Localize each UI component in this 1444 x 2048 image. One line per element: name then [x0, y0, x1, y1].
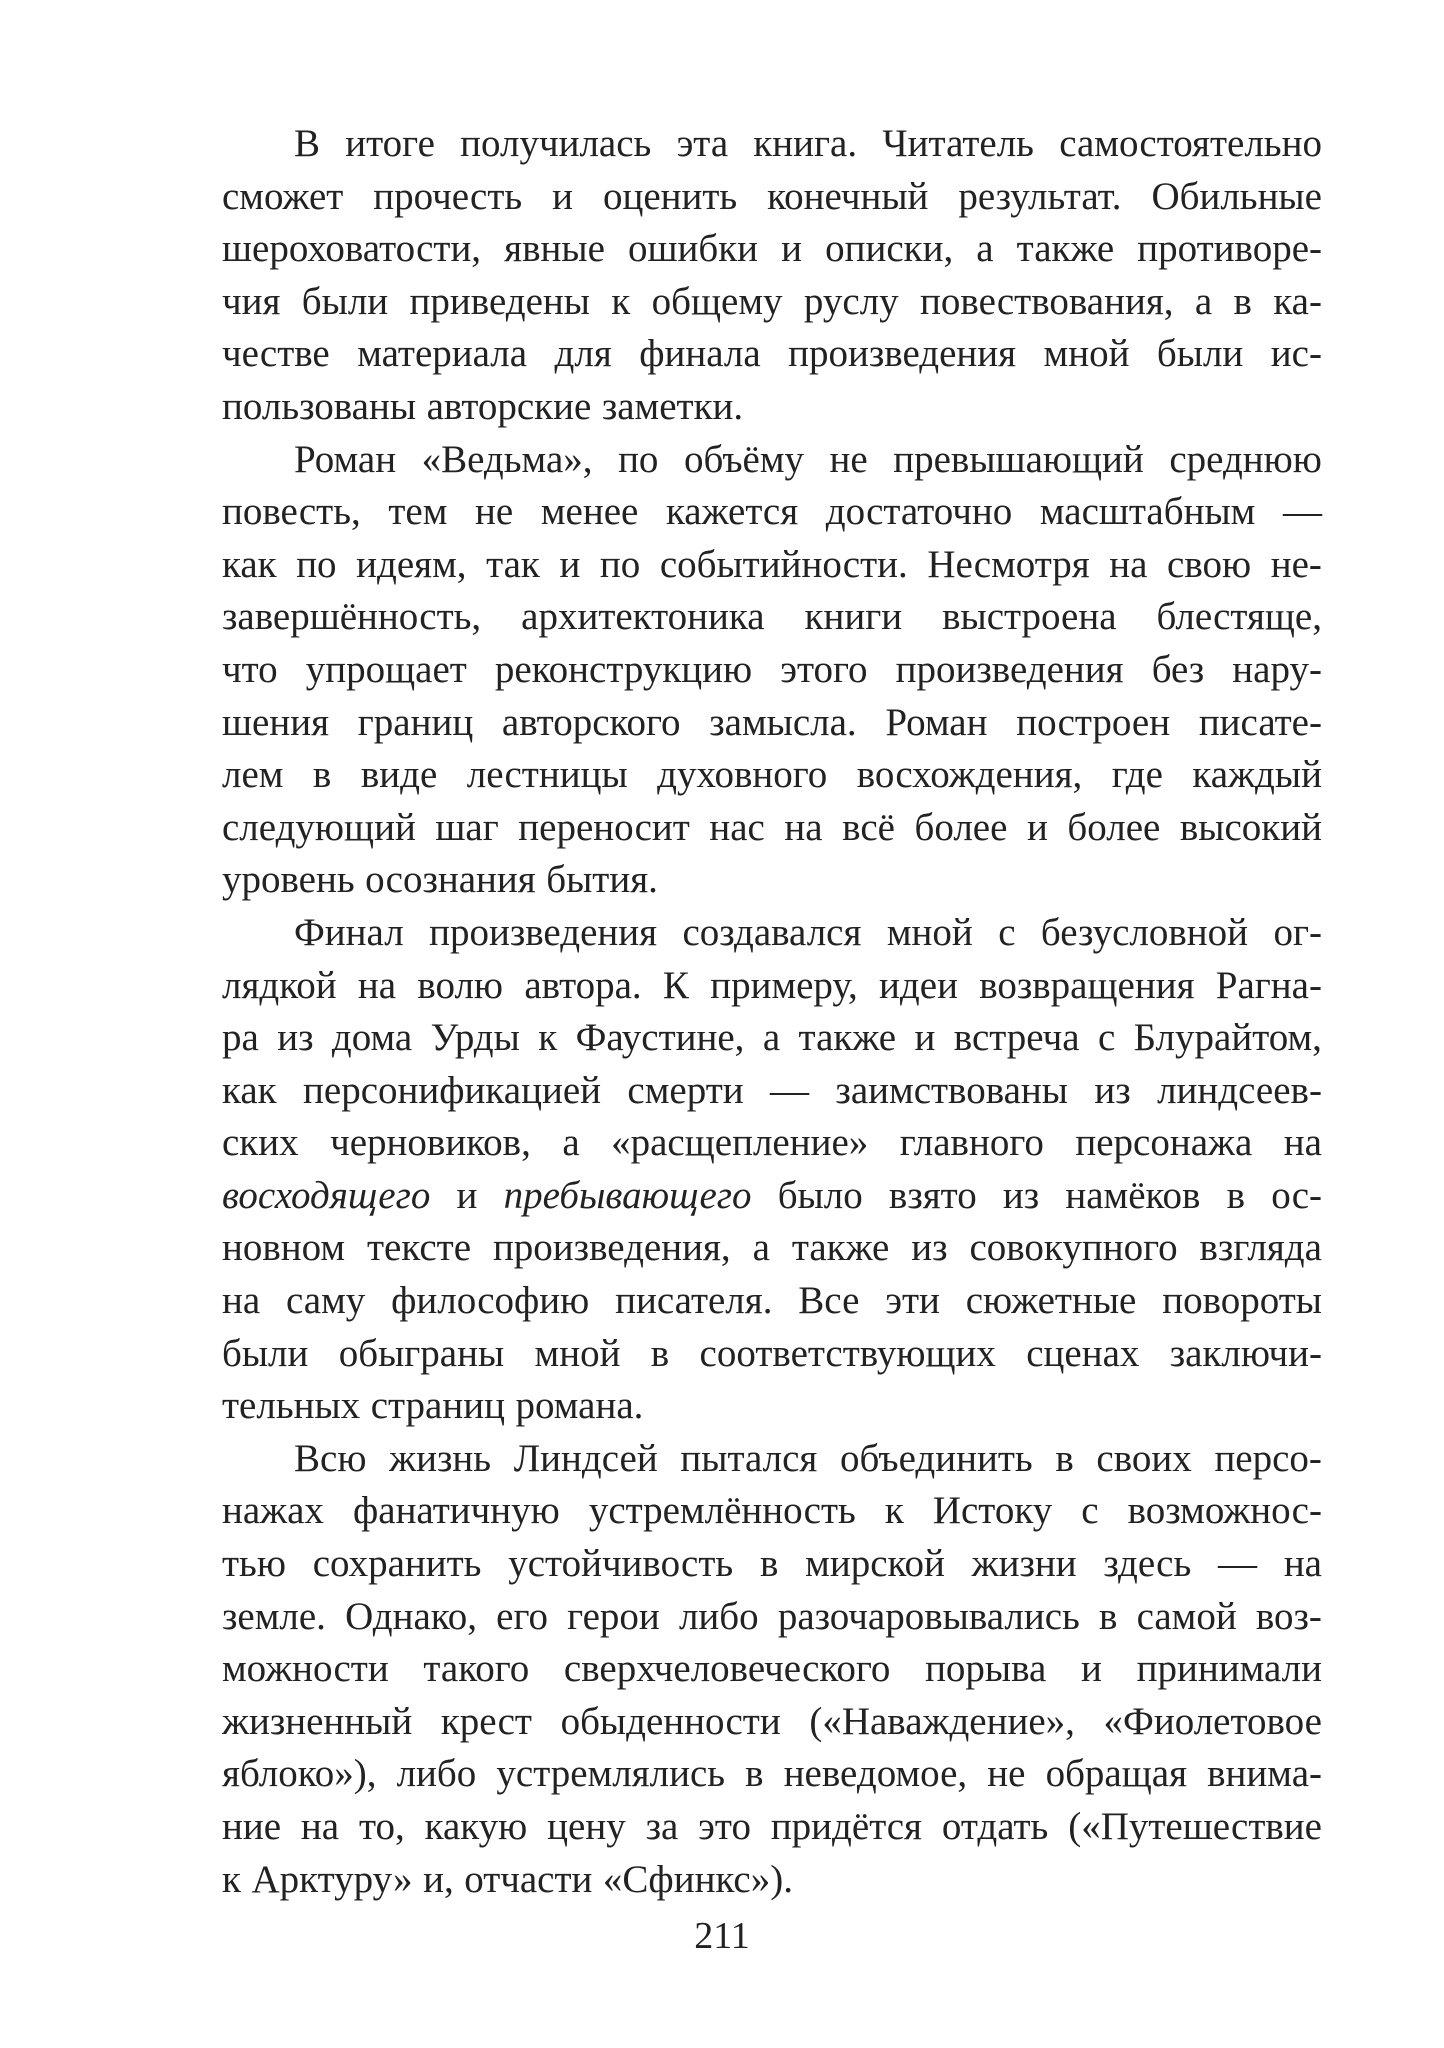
- word: на: [222, 1279, 261, 1323]
- word: лем: [222, 753, 284, 797]
- word: взгляда: [1199, 1226, 1322, 1270]
- word: из: [911, 1226, 948, 1270]
- text-line: [222, 854, 1322, 907]
- word: произведения: [895, 647, 1124, 691]
- word: на: [1283, 1542, 1322, 1586]
- word: нас: [709, 805, 765, 849]
- text-line: [222, 960, 1322, 1013]
- word: а: [1194, 279, 1213, 323]
- word: к: [222, 1857, 241, 1901]
- word: ошибки: [627, 227, 759, 271]
- word: с: [1097, 1016, 1116, 1060]
- word: Фаустине,: [575, 1016, 745, 1060]
- word: автора.: [524, 963, 642, 1007]
- word: объединить: [840, 1436, 1033, 1480]
- word: повороты: [1162, 1279, 1322, 1323]
- word: к: [611, 279, 631, 323]
- word: и: [552, 174, 573, 218]
- word: также: [791, 1226, 890, 1270]
- word: повесть,: [222, 490, 361, 534]
- word: соответствующих: [699, 1331, 996, 1375]
- word: «Сфинкс»).: [602, 1857, 793, 1901]
- word: Все: [798, 1279, 860, 1323]
- word: неведомое,: [783, 1752, 968, 1796]
- word: описки,: [825, 227, 954, 271]
- word: приведены: [409, 279, 590, 323]
- word: нажах: [222, 1489, 324, 1533]
- word: были: [301, 279, 389, 323]
- word: возвращения: [979, 963, 1195, 1007]
- word: то,: [358, 1805, 405, 1848]
- word: упрощает: [305, 647, 467, 691]
- word: ис-: [1270, 332, 1322, 376]
- word: восхождения,: [856, 753, 1083, 797]
- word: Роман: [885, 700, 988, 744]
- word: заметки.: [601, 384, 744, 428]
- word: «расщепление»: [611, 1121, 869, 1165]
- body-text: [222, 118, 1322, 1906]
- word: нару-: [1232, 647, 1322, 691]
- word: пытался: [680, 1436, 818, 1480]
- word: герои: [567, 1594, 660, 1638]
- word: каждый: [1192, 753, 1322, 797]
- word: возможнос-: [1127, 1489, 1322, 1533]
- word: в: [759, 1542, 779, 1586]
- word: были: [1156, 332, 1244, 376]
- word: цену: [547, 1805, 626, 1848]
- text-line: [222, 1328, 1322, 1381]
- text-line: [222, 381, 1322, 434]
- word: обыграны: [338, 1331, 505, 1375]
- word: честве: [222, 332, 330, 376]
- word: ских: [222, 1121, 299, 1165]
- word: шения: [222, 700, 330, 744]
- word: как: [222, 1068, 277, 1112]
- word: за: [645, 1805, 679, 1848]
- word: книга.: [753, 122, 858, 165]
- word: более: [914, 805, 1008, 849]
- word: получилась: [460, 122, 652, 165]
- word: прочесть: [373, 174, 523, 218]
- word: яблоко»),: [222, 1752, 377, 1796]
- word: персонификацией: [303, 1068, 601, 1112]
- word: произведения,: [492, 1226, 731, 1270]
- word: пользованы: [222, 384, 417, 428]
- word: писателя.: [615, 1279, 773, 1323]
- word: разочаровывались: [777, 1594, 1080, 1638]
- word: крест: [440, 1699, 532, 1743]
- text-line: [222, 223, 1322, 276]
- word: какую: [424, 1805, 528, 1848]
- word: среднюю: [1169, 437, 1322, 481]
- word: персонажа: [1075, 1121, 1253, 1165]
- word: более: [1067, 805, 1161, 849]
- word: всё: [842, 805, 895, 849]
- word: и,: [423, 1857, 454, 1901]
- word: а: [752, 1226, 770, 1270]
- word: лядкой: [222, 963, 337, 1007]
- word: из: [1094, 1068, 1131, 1112]
- word: оценить: [602, 174, 738, 218]
- word: мной: [886, 910, 973, 954]
- word: тью: [222, 1542, 286, 1586]
- word: Финал: [294, 910, 404, 954]
- word: в: [650, 1331, 670, 1375]
- word: на: [784, 805, 823, 849]
- word: «Ведьма»,: [421, 437, 593, 481]
- word: сможет: [222, 174, 344, 218]
- word: («Путешествие: [1068, 1805, 1322, 1848]
- word: ние: [222, 1805, 282, 1848]
- word: в: [1098, 1594, 1118, 1638]
- word: сценах: [1026, 1331, 1140, 1375]
- word: новном: [222, 1226, 346, 1270]
- word: самой: [1136, 1594, 1237, 1638]
- word: не: [987, 1752, 1026, 1796]
- word: в: [312, 753, 332, 797]
- word: шероховатости,: [222, 227, 482, 271]
- word: высокий: [1179, 805, 1322, 849]
- word: намёков: [1065, 1173, 1201, 1217]
- word: к: [884, 1489, 904, 1533]
- word: дома: [331, 1016, 413, 1060]
- word: осознания: [365, 858, 536, 902]
- text-line: [222, 486, 1322, 539]
- word: материала: [357, 332, 528, 376]
- text-line: [222, 171, 1322, 224]
- word: виде: [360, 753, 438, 797]
- word: замысла.: [709, 700, 857, 744]
- word: обращая: [1045, 1752, 1188, 1796]
- word: объёму: [683, 437, 804, 481]
- word: К: [662, 963, 689, 1007]
- text-line: [222, 1012, 1322, 1065]
- text-line: [222, 1854, 1322, 1907]
- word: заимствованы: [835, 1068, 1068, 1112]
- word: завершённость,: [222, 595, 482, 639]
- word: «Фиолетовое: [1103, 1699, 1322, 1743]
- word: заключи-: [1169, 1331, 1322, 1375]
- word: земле.: [222, 1594, 326, 1638]
- text-line: [222, 697, 1322, 750]
- word: без: [1151, 647, 1205, 691]
- word: этого: [780, 647, 868, 691]
- word: страниц: [370, 1384, 505, 1428]
- word: границ: [357, 700, 474, 744]
- word: эта: [676, 122, 729, 165]
- word: выстроена: [942, 595, 1117, 639]
- word: принимали: [1136, 1647, 1322, 1691]
- word: совокупного: [969, 1226, 1178, 1270]
- word: также: [1016, 227, 1115, 271]
- word: не: [475, 490, 514, 534]
- word: идеи: [879, 963, 958, 1007]
- word: книги: [804, 595, 903, 639]
- word: Однако,: [345, 1594, 477, 1638]
- word: Рагна-: [1215, 963, 1322, 1007]
- word: из: [1002, 1173, 1040, 1217]
- word: персо-: [1214, 1436, 1322, 1480]
- word: эти: [885, 1279, 940, 1323]
- word: ог-: [1273, 910, 1322, 954]
- text-line: [222, 539, 1322, 592]
- word: устремлялись: [496, 1752, 726, 1796]
- word: волю: [417, 963, 504, 1007]
- word: устойчивость: [508, 1542, 734, 1586]
- text-line: [222, 1433, 1322, 1486]
- word: кажется: [665, 490, 799, 534]
- word: сверхчеловеческого: [563, 1647, 891, 1691]
- word: —: [1218, 1542, 1258, 1586]
- word: обыденности: [560, 1699, 781, 1743]
- word: сюжетные: [965, 1279, 1137, 1323]
- text-line: [222, 1485, 1322, 1538]
- word: устремлённость: [588, 1489, 856, 1533]
- text-line: [222, 644, 1322, 697]
- text-line: [222, 1538, 1322, 1591]
- text-line: [222, 1222, 1322, 1275]
- word: не-: [1270, 542, 1322, 586]
- word: безусловной: [1040, 910, 1249, 954]
- word: либо: [678, 1594, 759, 1638]
- word: также: [798, 1016, 897, 1060]
- word: своих: [1096, 1436, 1192, 1480]
- text-line: [222, 1801, 1322, 1854]
- word: уровень: [222, 858, 355, 902]
- word: по: [618, 437, 659, 481]
- word: тексте: [367, 1226, 472, 1270]
- word: самостоятельно: [1059, 122, 1322, 165]
- word: с: [1081, 1489, 1099, 1533]
- text-line: [222, 434, 1322, 487]
- word: внима-: [1207, 1752, 1322, 1796]
- word: из: [277, 1016, 314, 1060]
- word: и: [1026, 805, 1048, 849]
- word: на: [1283, 1121, 1322, 1165]
- word: Истоку: [932, 1489, 1053, 1533]
- word: блестяще,: [1156, 595, 1322, 639]
- word: воз-: [1255, 1594, 1322, 1638]
- word: с: [998, 910, 1016, 954]
- word: лестницы: [466, 753, 628, 797]
- word: отдать: [941, 1805, 1049, 1848]
- word: для: [554, 332, 612, 376]
- word: авторские: [426, 384, 592, 428]
- text-line: [222, 1643, 1322, 1696]
- word: и: [1081, 1647, 1102, 1691]
- word: примеру,: [710, 963, 858, 1007]
- word: как: [222, 542, 277, 586]
- word: реконструкцию: [494, 647, 753, 691]
- word: мирской: [805, 1542, 945, 1586]
- text-line: [222, 1065, 1322, 1118]
- word: фанатичную: [352, 1489, 560, 1533]
- word: а: [976, 227, 994, 271]
- word: мной: [1043, 332, 1130, 376]
- word: шаг: [435, 805, 499, 849]
- word: либо: [396, 1752, 477, 1796]
- word: создавался: [682, 910, 862, 954]
- text-line: [222, 1170, 1322, 1223]
- word: встреча: [953, 1016, 1080, 1060]
- page-number: 211: [694, 1915, 750, 1957]
- word: финала: [639, 332, 761, 376]
- word: не: [829, 437, 868, 481]
- word: общему: [651, 279, 783, 323]
- word: сохранить: [312, 1542, 482, 1586]
- word: результат.: [958, 174, 1122, 218]
- text-line: [222, 907, 1322, 960]
- word: Роман: [294, 437, 397, 481]
- word: конечный: [767, 174, 929, 218]
- word: —: [770, 1068, 810, 1112]
- word: в: [1055, 1436, 1074, 1480]
- word: событийности.: [659, 542, 908, 586]
- word: восходящего: [222, 1173, 431, 1217]
- word: —: [1282, 490, 1322, 534]
- word: и: [559, 542, 581, 586]
- word: ос-: [1271, 1173, 1322, 1217]
- text-line: [222, 749, 1322, 802]
- word: следующий: [222, 805, 416, 849]
- word: в: [1233, 279, 1252, 323]
- word: философию: [391, 1279, 590, 1323]
- word: на: [1109, 542, 1148, 586]
- word: авторского: [501, 700, 681, 744]
- word: явные: [504, 227, 605, 271]
- text-line: [222, 1748, 1322, 1801]
- word: его: [496, 1594, 548, 1638]
- word: произведения: [788, 332, 1017, 376]
- text-line: [222, 1696, 1322, 1749]
- word: ра: [222, 1016, 259, 1060]
- word: Обильные: [1151, 174, 1322, 218]
- word: придётся: [770, 1805, 922, 1848]
- word: Урды: [430, 1016, 520, 1060]
- word: по: [296, 542, 337, 586]
- word: жизни: [971, 1542, 1077, 1586]
- text-line: [222, 802, 1322, 855]
- word: тем: [388, 490, 448, 534]
- word: главного: [899, 1121, 1044, 1165]
- word: в: [1226, 1173, 1246, 1217]
- word: к: [538, 1016, 558, 1060]
- word: превышающий: [893, 437, 1144, 481]
- word: свою: [1167, 542, 1252, 586]
- word: а: [762, 1016, 781, 1060]
- word: противоре-: [1137, 227, 1322, 271]
- word: что: [222, 647, 278, 691]
- word: и: [781, 227, 802, 271]
- word: пребывающего: [503, 1173, 752, 1217]
- word: Линдсей: [513, 1436, 658, 1480]
- word: ка-: [1273, 279, 1322, 323]
- word: Несмотря: [927, 542, 1090, 586]
- word: («Наваждение»,: [809, 1699, 1075, 1743]
- word: жизненный: [222, 1699, 413, 1743]
- word: можности: [222, 1647, 389, 1691]
- word: повествования,: [920, 279, 1174, 323]
- word: итоге: [345, 122, 435, 165]
- word: построен: [1016, 700, 1171, 744]
- word: на: [300, 1805, 340, 1848]
- word: жизнь: [389, 1436, 492, 1480]
- word: романа.: [515, 1384, 644, 1428]
- word: духовного: [657, 753, 828, 797]
- word: и: [914, 1016, 936, 1060]
- word: бытия.: [546, 858, 658, 902]
- word: руслу: [803, 279, 899, 323]
- word: по: [599, 542, 641, 586]
- word: а: [562, 1121, 580, 1165]
- text-line: [222, 328, 1322, 381]
- word: масштабным: [1039, 490, 1256, 534]
- word: чия: [222, 279, 281, 323]
- text-line: [222, 118, 1322, 171]
- word: менее: [540, 490, 639, 534]
- word: черновиков,: [330, 1121, 531, 1165]
- word: отчасти: [464, 1857, 593, 1901]
- word: архитектоника: [521, 595, 765, 639]
- text-line: [222, 276, 1322, 329]
- word: мной: [534, 1331, 621, 1375]
- text-line: [222, 1380, 1322, 1433]
- text-line: [222, 1117, 1322, 1170]
- text-line: [222, 1275, 1322, 1328]
- word: Всю: [294, 1436, 367, 1480]
- word: саму: [286, 1279, 366, 1323]
- word: линдсеев-: [1157, 1068, 1322, 1112]
- word: смерти: [627, 1068, 744, 1112]
- word: произведения: [429, 910, 658, 954]
- word: Читатель: [882, 122, 1034, 165]
- word: это: [698, 1805, 751, 1848]
- word: где: [1111, 753, 1163, 797]
- word: на: [357, 963, 397, 1007]
- word: взято: [888, 1173, 977, 1217]
- word: было: [777, 1173, 863, 1217]
- word: тельных: [222, 1384, 361, 1428]
- word: В: [294, 122, 321, 165]
- word: были: [222, 1331, 309, 1375]
- word: здесь: [1103, 1542, 1192, 1586]
- word: идеям,: [356, 542, 467, 586]
- word: писате-: [1198, 700, 1322, 744]
- text-line: [222, 591, 1322, 644]
- word: и: [456, 1173, 478, 1217]
- word: порыва: [925, 1647, 1047, 1691]
- word: достаточно: [825, 490, 1013, 534]
- word: такого: [423, 1647, 530, 1691]
- word: так: [486, 542, 540, 586]
- word: Арктуру»: [251, 1857, 413, 1901]
- word: Блурайтом,: [1133, 1016, 1322, 1060]
- word: в: [745, 1752, 764, 1796]
- word: переносит: [518, 805, 690, 849]
- text-line: [222, 1591, 1322, 1644]
